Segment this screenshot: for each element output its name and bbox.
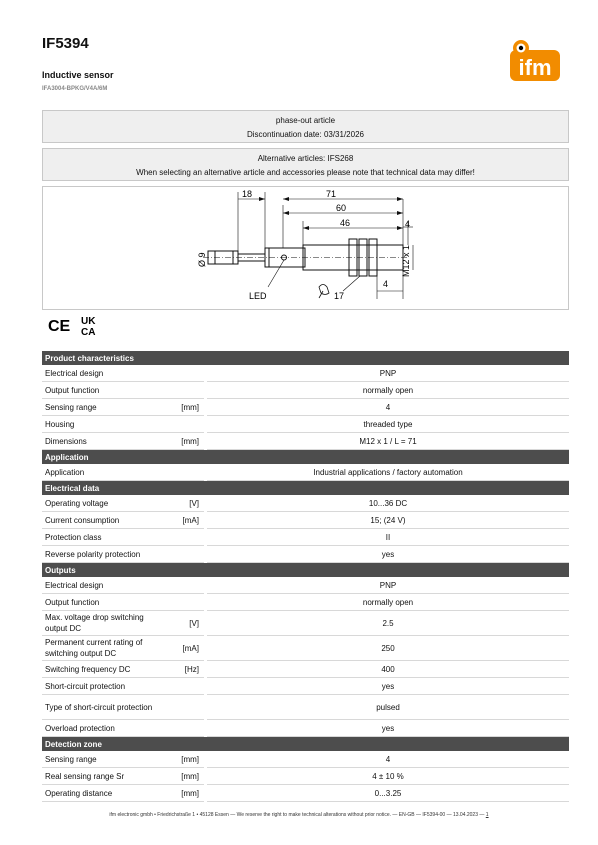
spec-label: Sensing range	[42, 751, 166, 768]
dimension-drawing	[42, 186, 569, 310]
spec-value: 2.5	[207, 611, 569, 636]
page-number[interactable]: 1	[485, 812, 489, 818]
spec-row	[42, 611, 569, 636]
dim-4-bottom-label: 4	[383, 279, 389, 289]
spec-label: Overload protection	[42, 720, 166, 737]
section-title: Application	[42, 450, 569, 465]
spec-row	[42, 365, 569, 382]
spec-table	[42, 351, 569, 802]
spec-value: 4 ± 10 %	[207, 768, 569, 785]
spec-value: normally open	[207, 382, 569, 399]
article-code: IFA3004-BPKG/V4A/6M	[42, 86, 108, 92]
spec-label: Housing	[42, 416, 166, 433]
alternative-line: Alternative articles: IFS268	[257, 154, 354, 163]
phase-out-line: phase-out article	[275, 116, 336, 125]
spec-value: PNP	[207, 577, 569, 594]
spec-label: Output function	[42, 382, 166, 399]
spec-value: threaded type	[207, 416, 569, 433]
spec-unit: [V]	[166, 611, 204, 636]
spec-unit	[166, 678, 204, 695]
spec-label: Real sensing range Sr	[42, 768, 166, 785]
spec-unit	[166, 529, 204, 546]
spec-label: Output function	[42, 594, 166, 611]
spec-unit: [mm]	[166, 433, 204, 450]
spec-unit: [mA]	[166, 636, 204, 661]
logo-text: ifm	[518, 55, 552, 80]
spec-row	[42, 577, 569, 594]
spec-unit: [mA]	[166, 512, 204, 529]
footer-text: ifm electronic gmbh • Friedrichstraße 1 • 45128 Essen — We reserve the right to make technical alterations without prior notice. — EN-GB — IF5394-00 — 13.04.2023 —	[109, 812, 485, 818]
spec-unit	[166, 546, 204, 563]
dim-9-label: Ø 9	[197, 252, 207, 267]
dim-46-label: 46	[340, 218, 351, 228]
spec-row	[42, 464, 569, 481]
spec-label: Max. voltage drop switching output DC	[42, 611, 166, 636]
spec-row	[42, 399, 569, 416]
spec-row	[42, 768, 569, 785]
spec-row	[42, 382, 569, 399]
spec-value: M12 x 1 / L = 71	[207, 433, 569, 450]
spec-label: Permanent current rating of switching output DC	[42, 636, 166, 661]
alternative-warning-line: When selecting an alternative article and accessories please note that technical data may differ!	[136, 168, 475, 177]
thread-label: M12 x 1	[401, 244, 411, 277]
spec-unit	[166, 720, 204, 737]
spec-label: Protection class	[42, 529, 166, 546]
spec-label: Reverse polarity protection	[42, 546, 166, 563]
spec-row	[42, 529, 569, 546]
led-label: LED	[249, 291, 267, 301]
spec-value: 400	[207, 661, 569, 678]
ukca-top-icon: UK	[81, 316, 96, 327]
spec-unit: [mm]	[166, 399, 204, 416]
spec-value: 4	[207, 399, 569, 416]
spec-row	[42, 785, 569, 802]
spec-value: 10...36 DC	[207, 495, 569, 512]
spec-value: 0...3.25	[207, 785, 569, 802]
wrench-icon	[319, 285, 329, 299]
spec-label: Operating distance	[42, 785, 166, 802]
spec-label: Switching frequency DC	[42, 661, 166, 678]
certification-marks	[48, 313, 118, 337]
spec-value: II	[207, 529, 569, 546]
alternative-notice	[42, 148, 569, 181]
spec-label: Current consumption	[42, 512, 166, 529]
spec-value: pulsed	[207, 695, 569, 720]
spec-label: Operating voltage	[42, 495, 166, 512]
spec-row	[42, 433, 569, 450]
sensor-drawing	[43, 187, 568, 309]
spec-row	[42, 512, 569, 529]
wrench-label: 17	[334, 291, 345, 301]
spec-unit: [Hz]	[166, 661, 204, 678]
spec-unit: [mm]	[166, 768, 204, 785]
spec-value: Industrial applications / factory automation	[207, 464, 569, 481]
dim-71-label: 71	[326, 189, 337, 199]
spec-value: yes	[207, 546, 569, 563]
spec-unit	[166, 594, 204, 611]
section-title: Product characteristics	[42, 351, 569, 365]
spec-unit	[166, 695, 204, 720]
spec-label: Type of short-circuit protection	[42, 695, 166, 720]
spec-label: Application	[42, 464, 166, 481]
section-header	[42, 450, 569, 465]
spec-unit: [V]	[166, 495, 204, 512]
section-title: Outputs	[42, 563, 569, 578]
spec-value: 4	[207, 751, 569, 768]
spec-label: Electrical design	[42, 365, 166, 382]
spec-unit: [mm]	[166, 751, 204, 768]
spec-row	[42, 720, 569, 737]
spec-value: normally open	[207, 594, 569, 611]
phase-out-notice	[42, 110, 569, 143]
dim-18-label: 18	[242, 189, 253, 199]
spec-row	[42, 678, 569, 695]
section-header	[42, 351, 569, 365]
spec-label: Short-circuit protection	[42, 678, 166, 695]
ukca-bottom-icon: CA	[81, 327, 96, 337]
footer	[0, 812, 598, 818]
discontinuation-line: Discontinuation date: 03/31/2026	[247, 130, 364, 139]
spec-row	[42, 594, 569, 611]
spec-unit	[166, 382, 204, 399]
spec-label: Dimensions	[42, 433, 166, 450]
spec-row	[42, 495, 569, 512]
spec-value: yes	[207, 678, 569, 695]
spec-unit	[166, 365, 204, 382]
spec-value: yes	[207, 720, 569, 737]
product-subtitle: Inductive sensor	[42, 70, 114, 80]
section-header	[42, 563, 569, 578]
spec-label: Electrical design	[42, 577, 166, 594]
section-header	[42, 737, 569, 752]
spec-unit	[166, 416, 204, 433]
spec-unit	[166, 577, 204, 594]
spec-row	[42, 636, 569, 661]
spec-row	[42, 751, 569, 768]
ce-mark-icon: CE	[48, 318, 71, 335]
spec-row	[42, 416, 569, 433]
page-title: IF5394	[42, 35, 89, 52]
dim-60-label: 60	[336, 203, 347, 213]
spec-unit	[166, 464, 204, 481]
ifm-logo	[507, 38, 563, 83]
spec-label: Sensing range	[42, 399, 166, 416]
spec-value: PNP	[207, 365, 569, 382]
section-header	[42, 481, 569, 496]
section-title: Detection zone	[42, 737, 569, 752]
spec-row	[42, 695, 569, 720]
spec-value: 250	[207, 636, 569, 661]
spec-unit: [mm]	[166, 785, 204, 802]
spec-row	[42, 661, 569, 678]
dim-4-top-label: 4	[405, 219, 411, 229]
section-title: Electrical data	[42, 481, 569, 496]
spec-row	[42, 546, 569, 563]
spec-value: 15; (24 V)	[207, 512, 569, 529]
